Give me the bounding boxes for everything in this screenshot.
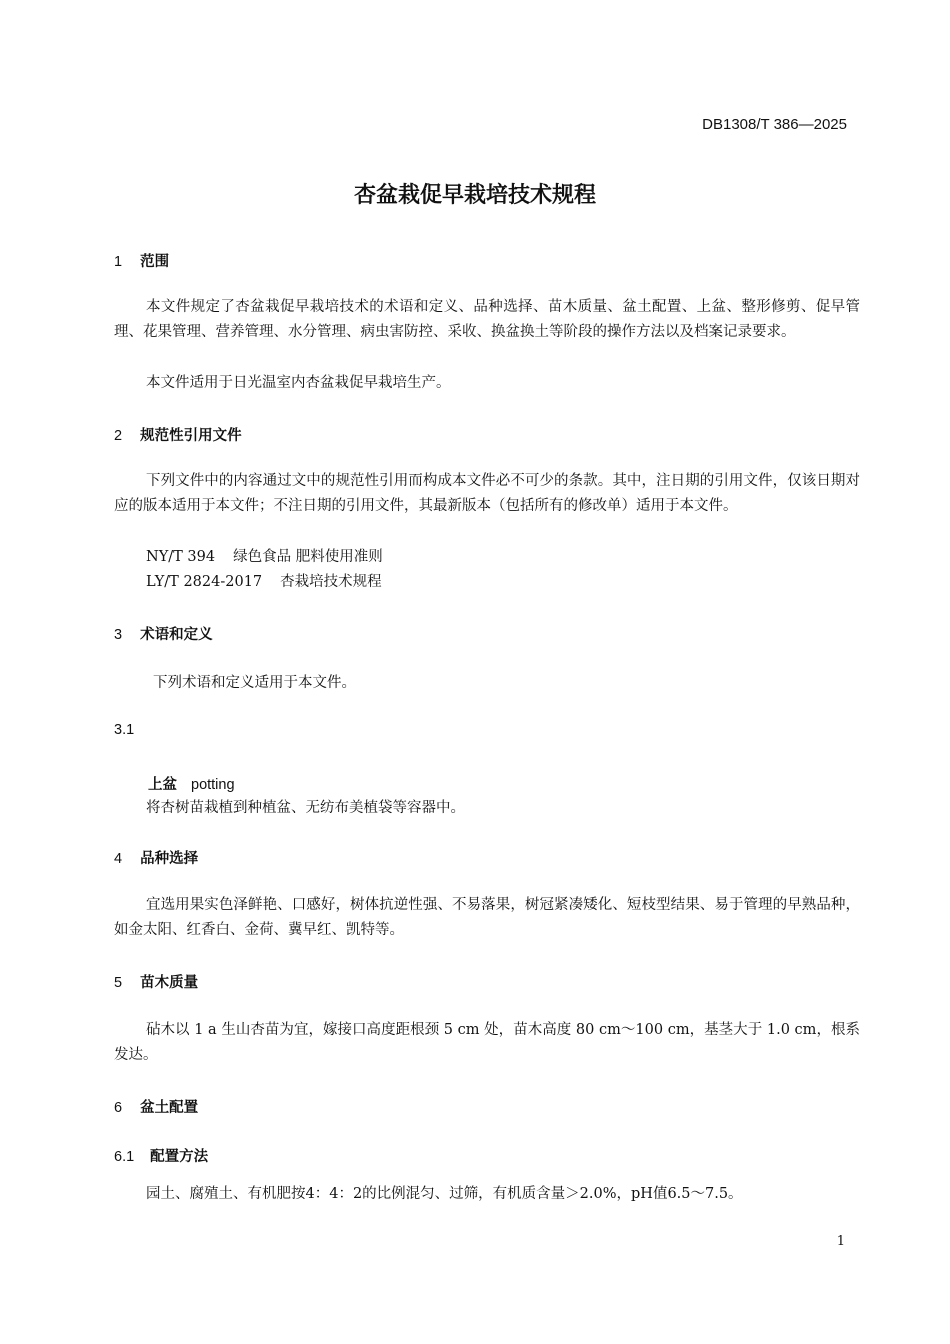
- reference-item: [146, 545, 383, 566]
- section-6-heading: [114, 1096, 198, 1117]
- subsection-title: 配置方法: [150, 1149, 209, 1165]
- section-title: 术语和定义: [140, 627, 213, 643]
- section-3-paragraph-1: 下列术语和定义适用于本文件。: [153, 675, 356, 691]
- section-5-heading: [114, 971, 198, 992]
- section-number: 5: [114, 975, 123, 991]
- reference-code: NY/T 394: [146, 549, 216, 565]
- term-chinese: 上盆: [148, 777, 177, 793]
- section-1-heading: [114, 250, 169, 271]
- section-2-heading: [114, 424, 242, 445]
- section-4-paragraph-1: 宜选用果实色泽鲜艳、口感好，树体抗逆性强、不易落果，树冠紧凑矮化、短枝型结果、易于管理的早熟品种，如金太阳、红香白、金荷、冀早红、凯特等。: [114, 897, 860, 938]
- section-title: 盆土配置: [140, 1100, 199, 1116]
- section-number: 6: [114, 1100, 123, 1116]
- page-number: 1: [836, 1234, 845, 1249]
- section-title: 苗木质量: [140, 975, 199, 991]
- section-number: 4: [114, 851, 123, 867]
- section-number: 1: [114, 254, 123, 270]
- section-number: 3: [114, 627, 123, 643]
- section-2-paragraph-1: 下列文件中的内容通过文中的规范性引用而构成本文件必不可少的条款。其中，注日期的引用文件，仅该日期对应的版本适用于本文件；不注日期的引用文件，其最新版本（包括所有的修改单）适用于本文件。: [114, 473, 860, 514]
- reference-name: 杏栽培技术规程: [280, 574, 382, 590]
- term-english: potting: [191, 777, 235, 793]
- term-entry: [148, 773, 235, 794]
- subsection-number: 6.1: [114, 1149, 135, 1165]
- section-number: 2: [114, 428, 123, 444]
- section-5-paragraph-1: 砧木以 1 a 生山杏苗为宜，嫁接口高度距根颈 5 cm 处，苗木高度 80 cm～100 cm，基茎大于 1.0 cm，根系发达。: [114, 1022, 860, 1063]
- reference-code: LY/T 2824-2017: [146, 574, 263, 590]
- section-4-heading: [114, 847, 198, 868]
- document-number: DB1308/T 386—2025: [702, 116, 847, 133]
- page-title: 杏盆栽促早栽培技术规程: [353, 182, 596, 207]
- section-title: 品种选择: [140, 851, 199, 867]
- subsection-6-1-heading: [114, 1145, 208, 1166]
- section-1-paragraph-2: 本文件适用于日光温室内杏盆栽促早栽培生产。: [146, 375, 451, 391]
- section-title: 范围: [140, 254, 170, 270]
- section-6-1-paragraph-1: 园土、腐殖土、有机肥按4：4：2的比例混匀、过筛，有机质含量＞2.0%，pH值6.5～7.5。: [146, 1186, 743, 1202]
- term-definition: 将杏树苗栽植到种植盆、无纺布美植袋等容器中。: [146, 800, 465, 816]
- reference-item: [146, 570, 382, 591]
- reference-name: 绿色食品 肥料使用准则: [233, 549, 383, 565]
- section-1-paragraph-1: 本文件规定了杏盆栽促早栽培技术的术语和定义、品种选择、苗木质量、盆土配置、上盆、整形修剪、促早管理、花果管理、营养管理、水分管理、病虫害防控、采收、换盆换土等阶段的操作方法以及档案记录要求。: [114, 299, 860, 340]
- section-title: 规范性引用文件: [140, 428, 242, 444]
- section-3-heading: [114, 623, 213, 644]
- subsection-3-1-number: 3.1: [114, 722, 135, 738]
